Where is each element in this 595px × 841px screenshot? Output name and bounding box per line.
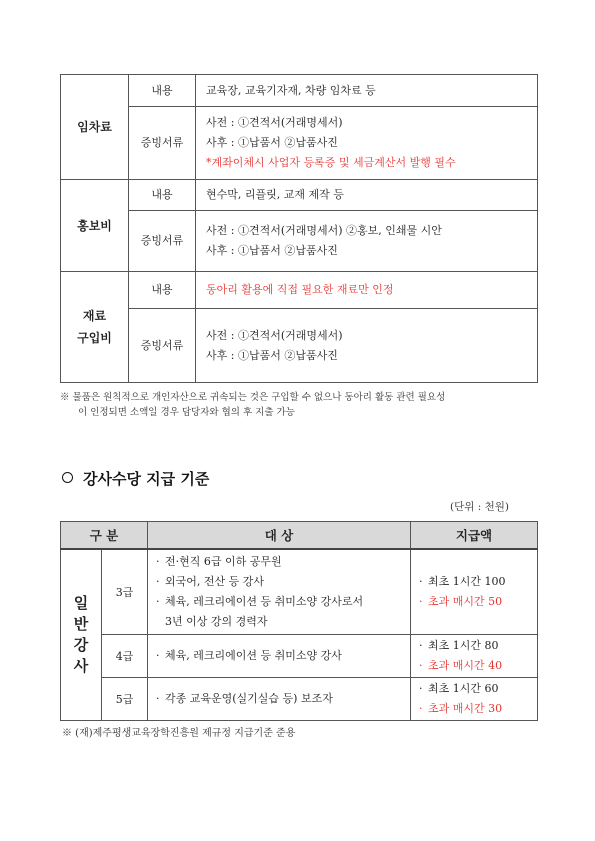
content-value: 교육장, 교육기자재, 차량 임차료 등 [196, 75, 538, 107]
docs-value [196, 211, 538, 272]
amount-base: · 최초 1시간 60 [419, 682, 499, 695]
table-row [61, 180, 538, 211]
target-item: · 체육, 레크리에이션 등 취미소양 강사로서 [156, 595, 364, 608]
category-promotion: 홍보비 [61, 180, 129, 272]
grade-cell: 4급 [102, 635, 148, 678]
group-char: 강 [73, 636, 89, 654]
group-char: 일 [73, 594, 89, 612]
amount-extra: · 초과 매시간 40 [419, 659, 503, 672]
target-item-cont: 3년 이상 강의 경력자 [165, 615, 268, 628]
group-char: 사 [73, 657, 89, 675]
grade-cell: 5급 [102, 678, 148, 721]
docs-line: 사후 : ①납품서 ②납품사진 [206, 136, 338, 149]
table-row [61, 678, 538, 721]
target-item: · 체육, 레크리에이션 등 취미소양 강사 [156, 649, 342, 662]
section-heading-text: 강사수당 지급 기준 [83, 470, 210, 488]
table-row [61, 75, 538, 107]
header-amount: 지급액 [411, 522, 538, 550]
footnote-regulation: ※ (재)제주평생교육장학진흥원 제규정 지급기준 준용 [62, 728, 296, 739]
content-label: 내용 [129, 75, 196, 107]
docs-value [196, 107, 538, 180]
table-row [61, 309, 538, 383]
docs-required-note: *계좌이체시 사업자 등록증 및 세금계산서 발행 필수 [206, 156, 456, 169]
amount-extra: · 초과 매시간 30 [419, 702, 503, 715]
content-label: 내용 [129, 180, 196, 211]
category-materials [61, 272, 129, 383]
target-item: · 전·현직 6급 이하 공무원 [156, 555, 282, 568]
target-cell [148, 635, 411, 678]
grade-cell: 3급 [102, 549, 148, 635]
content-value: 동아리 활용에 직접 필요한 재료만 인정 [196, 272, 538, 309]
table-row [61, 635, 538, 678]
docs-label: 증빙서류 [129, 211, 196, 272]
docs-line: 사전 : ①견적서(거래명세서) ②홍보, 인쇄물 시안 [206, 224, 442, 237]
content-label: 내용 [129, 272, 196, 309]
expense-table [60, 74, 538, 383]
group-general-instructor [61, 549, 102, 721]
table-row [61, 549, 538, 635]
amount-cell [411, 635, 538, 678]
group-char: 반 [73, 615, 89, 633]
footnote-materials [60, 390, 540, 420]
target-cell [148, 549, 411, 635]
circle-bullet-icon [62, 472, 73, 483]
table-row [61, 107, 538, 180]
docs-line: 사전 : ①견적서(거래명세서) [206, 116, 343, 129]
docs-value [196, 309, 538, 383]
docs-label: 증빙서류 [129, 107, 196, 180]
table-header-row [61, 522, 538, 550]
target-cell [148, 678, 411, 721]
target-item: · 각종 교육운영(실기실습 등) 보조자 [156, 692, 333, 705]
footnote-line: ※ 물품은 원칙적으로 개인자산으로 귀속되는 것은 구입할 수 없으나 동아리 활동 관련 필요성 [60, 392, 446, 403]
category-rental: 임차료 [61, 75, 129, 180]
docs-line: 사후 : ①납품서 ②납품사진 [206, 348, 338, 362]
instructor-fee-table [60, 521, 538, 721]
content-value: 현수막, 리플릿, 교재 제작 등 [196, 180, 538, 211]
target-item: · 외국어, 전산 등 강사 [156, 575, 264, 588]
footnote-line: 이 인정되면 소액일 경우 담당자와 협의 후 지출 가능 [78, 407, 295, 418]
docs-label: 증빙서류 [129, 309, 196, 383]
amount-cell [411, 678, 538, 721]
category-line: 재료 [82, 309, 107, 323]
docs-line: 사후 : ①납품서 ②납품사진 [206, 244, 338, 257]
section-heading [62, 468, 209, 489]
amount-cell [411, 549, 538, 635]
header-target: 대 상 [148, 522, 411, 550]
category-line: 구입비 [77, 331, 112, 345]
amount-base: · 최초 1시간 80 [419, 639, 499, 652]
unit-label: (단위 : 천원) [450, 501, 509, 513]
table-row [61, 211, 538, 272]
docs-line: 사전 : ①견적서(거래명세서) [206, 328, 343, 342]
amount-extra: · 초과 매시간 50 [419, 595, 503, 608]
header-division: 구 분 [61, 522, 148, 550]
amount-base: · 최초 1시간 100 [419, 575, 506, 588]
table-row [61, 272, 538, 309]
